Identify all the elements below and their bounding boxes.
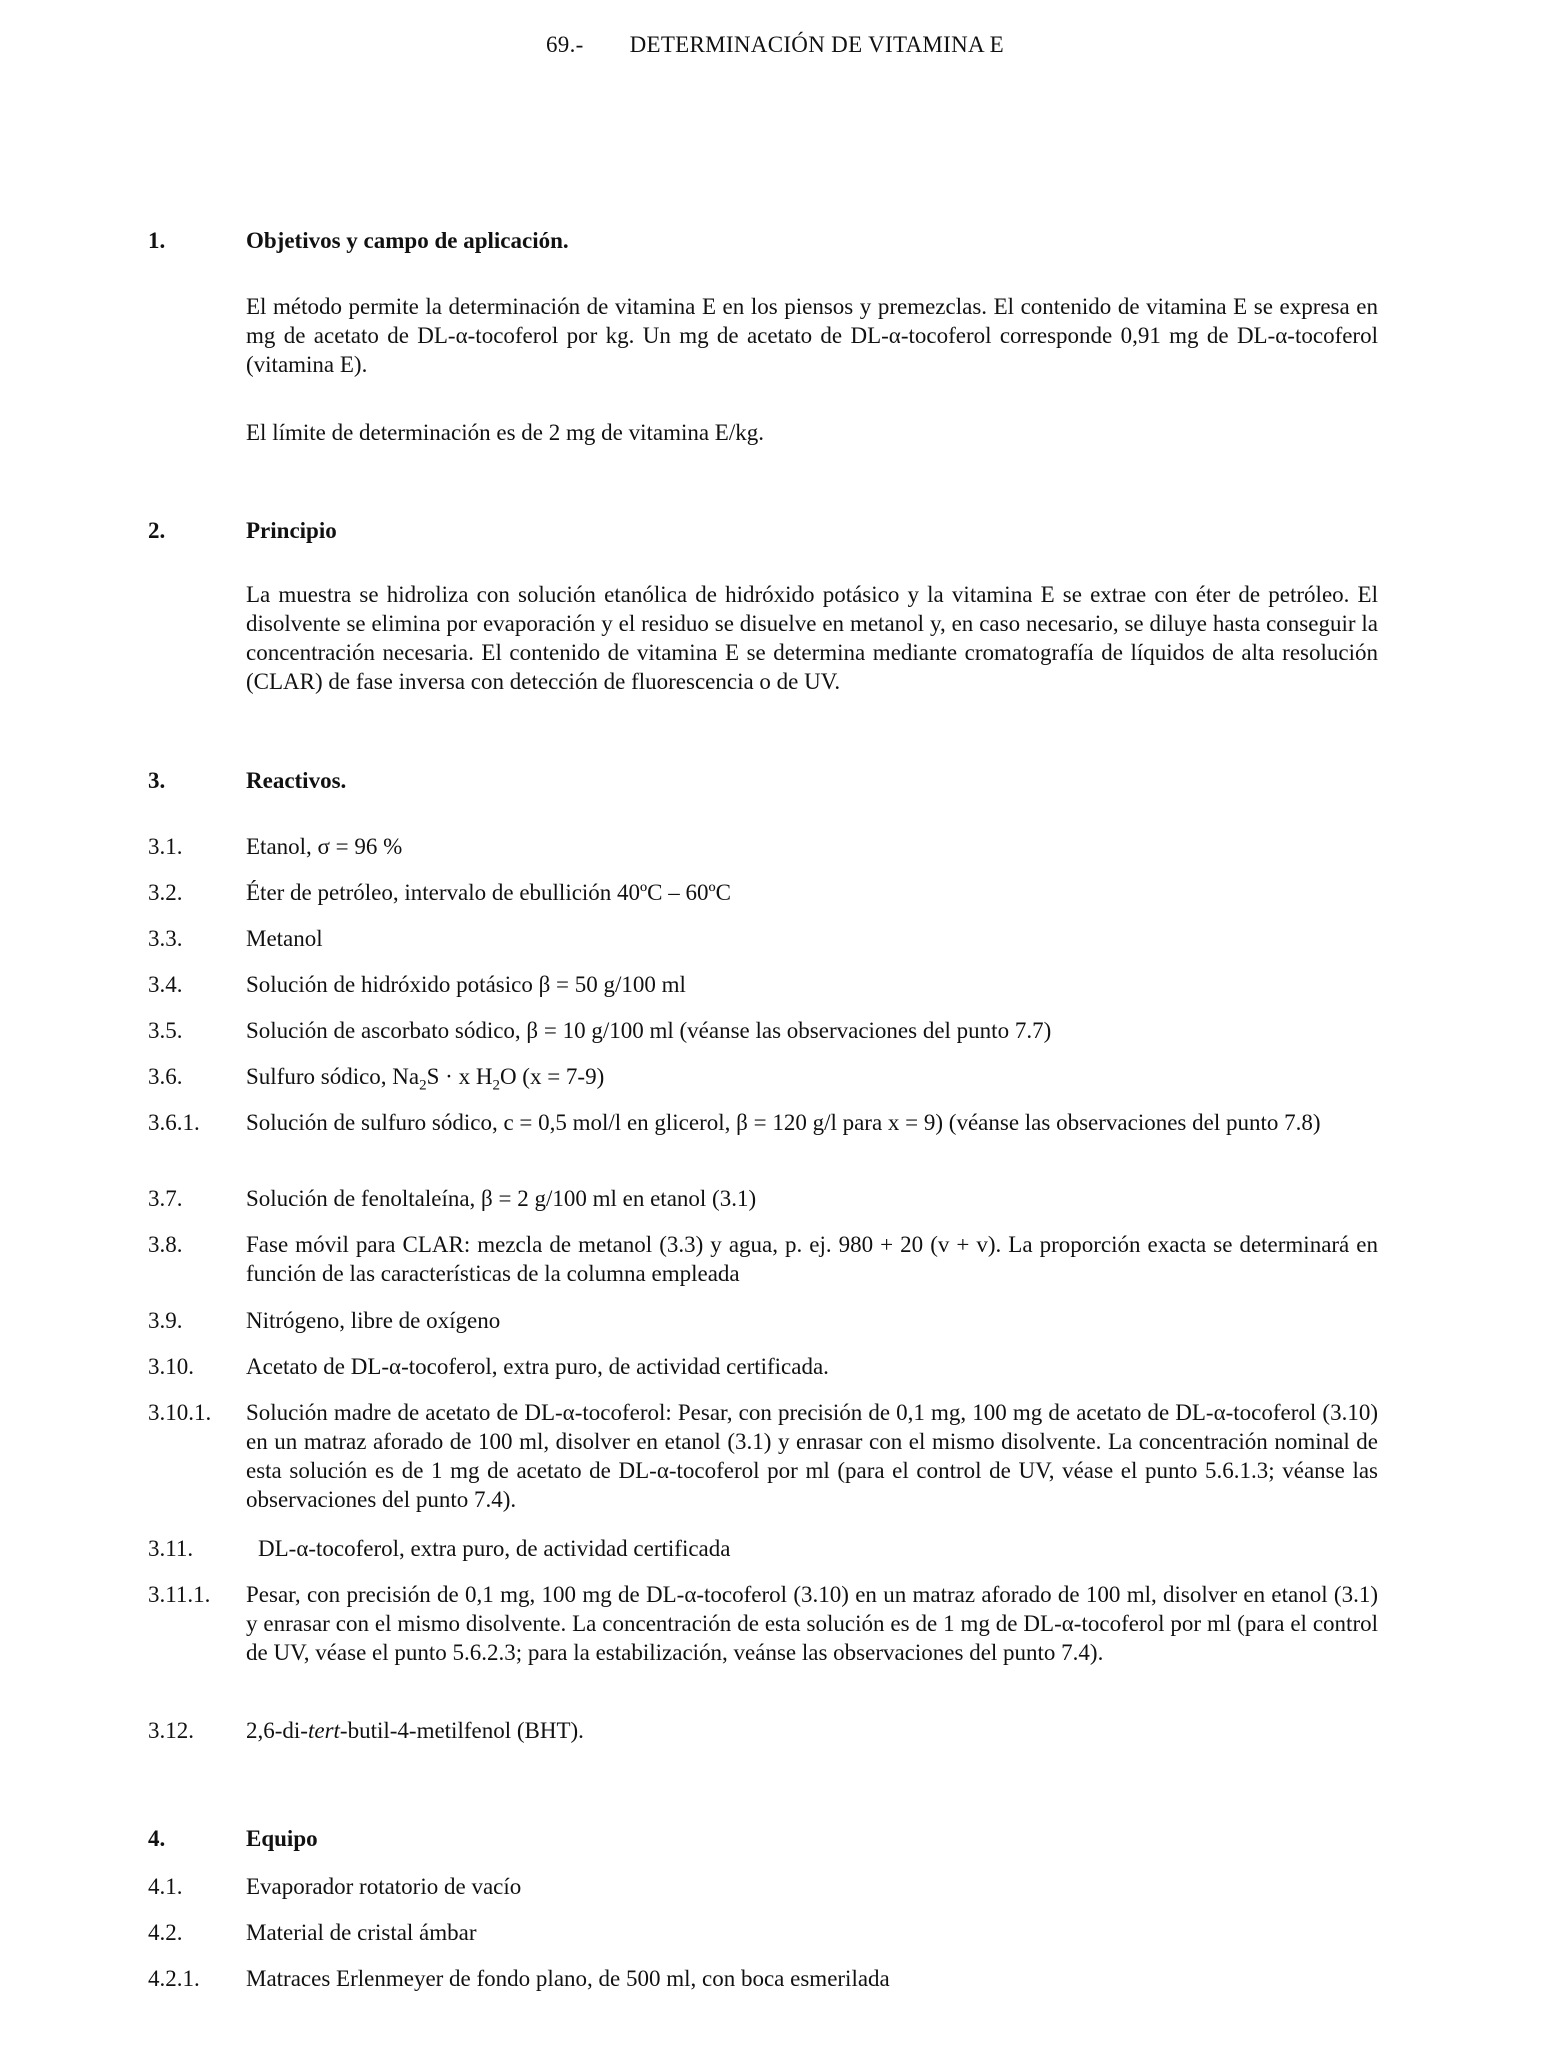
item-text: Etanol, σ = 96 % (246, 834, 403, 859)
item-text: Pesar, con precisión de 0,1 mg, 100 mg de DL-α-tocoferol (3.10) en un matraz aforado de 100 ml, disolver en etanol (3.1) y enrasar con el mismo disolvente. La concentración de esta solución es de 1 mg de DL-α-tocoferol por ml (para el control de UV, véase el punto 5.6.2.3; para la estabilización, veánse las observaciones del punto 7.4). (246, 1582, 1378, 1665)
section-3-heading (148, 768, 346, 794)
item-text: Solución madre de acetato de DL-α-tocoferol: Pesar, con precisión de 0,1 mg, 100 mg de acetato de DL-α-tocoferol (3.10) en un matraz aforado de 100 ml, disolver en etanol (3.1) y enrasar con el mismo disolvente. La concentración nominal de esta solución es de 1 mg de acetato de DL-α-tocoferol por ml (para el control de UV, véase el punto 5.6.1.3; véanse las observaciones del punto 7.4). (246, 1400, 1378, 1512)
section-title: Reactivos. (246, 768, 347, 793)
document-title: DETERMINACIÓN DE VITAMINA E (629, 32, 1005, 57)
list-item (148, 1352, 1378, 1381)
item-text: Evaporador rotatorio de vacío (246, 1874, 522, 1899)
section-title: Objetivos y campo de aplicación. (246, 228, 569, 253)
section-1-heading (148, 228, 569, 254)
list-item (148, 1580, 1378, 1667)
item-number: 3.4. (148, 972, 183, 997)
page-header (0, 32, 1550, 58)
list-item (148, 1534, 1378, 1563)
item-text: Solución de ascorbato sódico, β = 10 g/100 ml (véanse las observaciones del punto 7.7) (246, 1018, 1052, 1043)
list-item (148, 1062, 1378, 1094)
section-title: Equipo (246, 1826, 318, 1851)
section-4-heading (148, 1826, 318, 1852)
section-number: 4. (148, 1826, 166, 1851)
list-item (148, 1016, 1378, 1045)
item-number: 3.3. (148, 926, 183, 951)
list-item (148, 878, 1378, 907)
item-number: 4.1. (148, 1874, 183, 1899)
item-number: 4.2. (148, 1920, 183, 1945)
section-number: 2. (148, 518, 166, 543)
list-item (148, 1306, 1378, 1335)
item-number: 3.7. (148, 1186, 183, 1211)
item-number: 3.6.1. (148, 1110, 200, 1135)
item-number: 3.2. (148, 880, 183, 905)
list-item (148, 1108, 1378, 1137)
item-text: DL-α-tocoferol, extra puro, de actividad certificada (258, 1536, 731, 1561)
list-item (148, 1230, 1378, 1288)
item-text: Sulfuro sódico, $Na_2S \cdot x$ $H_2O$ (x = 7-9) (246, 1064, 605, 1094)
item-text: 2,6-di-tert-butil-4-metilfenol (BHT). (246, 1718, 584, 1743)
item-text: Material de cristal ámbar (246, 1920, 477, 1945)
list-item (148, 1184, 1378, 1213)
list-item (148, 1964, 1378, 1993)
item-text: Metanol (246, 926, 323, 951)
item-number: 3.11.1. (148, 1582, 211, 1607)
item-number: 3.10. (148, 1354, 194, 1379)
item-text: Solución de fenoltaleína, β = 2 g/100 ml en etanol (3.1) (246, 1186, 757, 1211)
item-number: 3.1. (148, 834, 183, 859)
item-text: Solución de hidróxido potásico β = 50 g/100 ml (246, 972, 686, 997)
section-number: 3. (148, 768, 166, 793)
list-item (148, 832, 1378, 861)
section-title: Principio (246, 518, 337, 543)
section-number: 1. (148, 228, 166, 253)
item-number: 3.9. (148, 1308, 183, 1333)
list-item (148, 1716, 1378, 1745)
section-1-paragraph-1: El método permite la determinación de vitamina E en los piensos y premezclas. El contenido de vitamina E se expresa en mg de acetato de DL-α-tocoferol por kg. Un mg de acetato de DL-α-tocoferol corresponde 0,91 mg de DL-α-tocoferol (vitamina E). (246, 294, 1378, 377)
section-1-paragraph-2: El límite de determinación es de 2 mg de vitamina E/kg. (246, 420, 764, 445)
item-text: Fase móvil para CLAR: mezcla de metanol (3.3) y agua, p. ej. 980 + 20 (v + v). La proporción exacta se determinará en función de las características de la columna empleada (246, 1232, 1378, 1286)
item-number: 4.2.1. (148, 1966, 200, 1991)
list-item (148, 970, 1378, 999)
list-item (148, 1918, 1378, 1947)
item-text: Nitrógeno, libre de oxígeno (246, 1308, 501, 1333)
section-2-paragraph-1: La muestra se hidroliza con solución etanólica de hidróxido potásico y la vitamina E se extrae con éter de petróleo. El disolvente se elimina por evaporación y el residuo se disuelve en metanol y, en caso necesario, se diluye hasta conseguir la concentración necesaria. El contenido de vitamina E se determina mediante cromatografía de líquidos de alta resolución (CLAR) de fase inversa con detección de fluorescencia o de UV. (246, 582, 1378, 694)
item-number: 3.10.1. (148, 1400, 212, 1425)
item-number: 3.5. (148, 1018, 183, 1043)
item-text: Acetato de DL-α-tocoferol, extra puro, de actividad certificada. (246, 1354, 829, 1379)
item-text: Matraces Erlenmeyer de fondo plano, de 500 ml, con boca esmerilada (246, 1966, 890, 1991)
item-number: 3.6. (148, 1064, 183, 1089)
document-number: 69.- (545, 32, 584, 57)
list-item (148, 1398, 1378, 1514)
list-item (148, 1872, 1378, 1901)
section-2-heading (148, 518, 337, 544)
item-number: 3.11. (148, 1536, 194, 1561)
item-text: Solución de sulfuro sódico, c = 0,5 mol/l en glicerol, β = 120 g/l para x = 9) (véanse las observaciones del punto 7.8) (246, 1110, 1321, 1135)
list-item (148, 924, 1378, 953)
item-number: 3.8. (148, 1232, 183, 1257)
item-text: Éter de petróleo, intervalo de ebullición 40ºC – 60ºC (246, 880, 731, 905)
item-number: 3.12. (148, 1718, 194, 1743)
